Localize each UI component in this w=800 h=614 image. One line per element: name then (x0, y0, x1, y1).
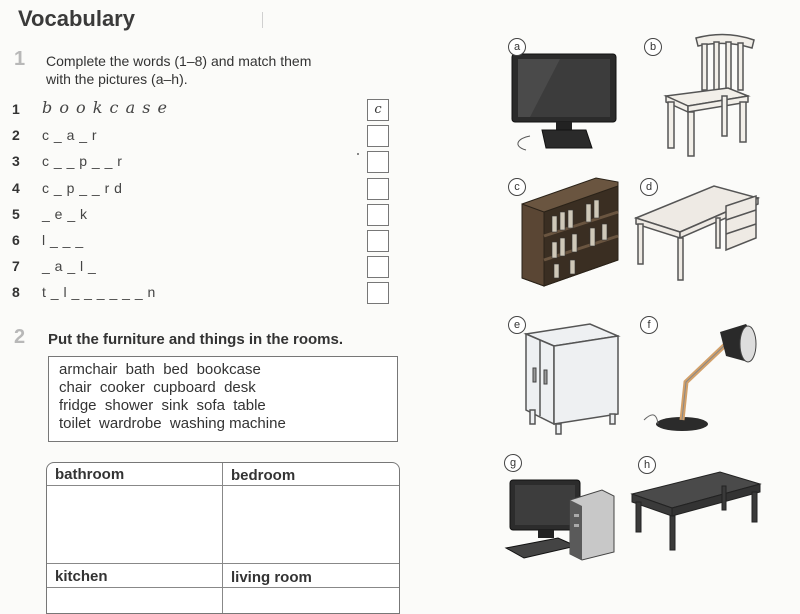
picture-label: g (504, 454, 522, 472)
exercise-2-instruction: Put the furniture and things in the rooms. (48, 331, 343, 348)
exercise-1-item (12, 125, 394, 151)
exercise-1-number: 1 (14, 48, 26, 70)
rooms-table (46, 462, 400, 614)
item-number: 7 (12, 258, 20, 275)
answer-box[interactable] (367, 256, 389, 278)
picture-b (636, 30, 766, 160)
word-bank (48, 356, 398, 442)
answer-box[interactable] (367, 230, 389, 252)
exercise-1-item (12, 151, 394, 177)
picture-label: b (644, 38, 662, 56)
picture-c (500, 174, 625, 294)
word-bank-line: fridge shower sink sofa table (59, 397, 266, 414)
picture-f (636, 312, 766, 437)
word-to-complete[interactable]: c _ p _ _ r d (42, 179, 123, 196)
exercise-1-item (12, 99, 394, 125)
word-to-complete[interactable]: _ a _ l _ (42, 258, 97, 275)
word-to-complete[interactable]: c _ a _ r (42, 127, 98, 144)
room-header-kitchen: kitchen (55, 568, 108, 585)
picture-a (500, 36, 620, 156)
item-number: 5 (12, 205, 20, 222)
picture-label: c (508, 178, 526, 196)
room-header-living-room: living room (231, 569, 312, 586)
exercise-1-item (12, 256, 394, 282)
table-divider (47, 563, 399, 564)
picture-label: d (640, 178, 658, 196)
item-number: 1 (12, 101, 20, 117)
answer-box[interactable] (367, 125, 389, 147)
exercise-1-item (12, 204, 394, 230)
table-divider (47, 485, 399, 486)
exercise-2-number: 2 (14, 326, 26, 348)
word-to-complete[interactable]: l _ _ _ (42, 232, 84, 248)
room-header-bedroom: bedroom (231, 467, 296, 484)
item-number: 3 (12, 153, 20, 170)
word-to-complete[interactable]: t _ l _ _ _ _ _ _ n (42, 284, 156, 301)
room-header-bathroom: bathroom (55, 466, 125, 483)
table-divider (47, 587, 399, 588)
picture-g (498, 452, 623, 562)
answer-box[interactable] (367, 178, 389, 200)
word-to-complete[interactable]: c _ _ p _ _ r (42, 153, 123, 170)
answer-box[interactable] (367, 151, 389, 173)
item-number: 8 (12, 284, 20, 301)
picture-label: a (508, 38, 526, 56)
exercise-1-item (12, 230, 394, 256)
page-title: Vocabulary (18, 6, 135, 31)
answer-box[interactable]: c (367, 99, 389, 121)
exercise-1-instruction-line1: Complete the words (1–8) and match them (46, 53, 312, 69)
picture-label: f (640, 316, 658, 334)
answer-box[interactable] (367, 282, 389, 304)
picture-h (626, 452, 766, 562)
word-bank-line: toilet wardrobe washing machine (59, 415, 286, 432)
exercise-1-item (12, 178, 394, 204)
word-to-complete[interactable]: _ e _ k (42, 205, 88, 222)
picture-e (500, 312, 625, 437)
item-number: 6 (12, 232, 20, 248)
picture-label: h (638, 456, 656, 474)
word-to-complete: b o o k c a s e (42, 98, 168, 117)
picture-d (630, 174, 765, 284)
speck (357, 153, 359, 155)
picture-label: e (508, 316, 526, 334)
exercise-1-item (12, 282, 394, 308)
exercise-1-instruction-line2: with the pictures (a–h). (46, 71, 188, 87)
word-bank-line: chair cooker cupboard desk (59, 379, 256, 396)
item-number: 4 (12, 179, 20, 196)
answer-box[interactable] (367, 204, 389, 226)
word-bank-line: armchair bath bed bookcase (59, 361, 261, 378)
divider (262, 12, 263, 28)
item-number: 2 (12, 127, 20, 144)
